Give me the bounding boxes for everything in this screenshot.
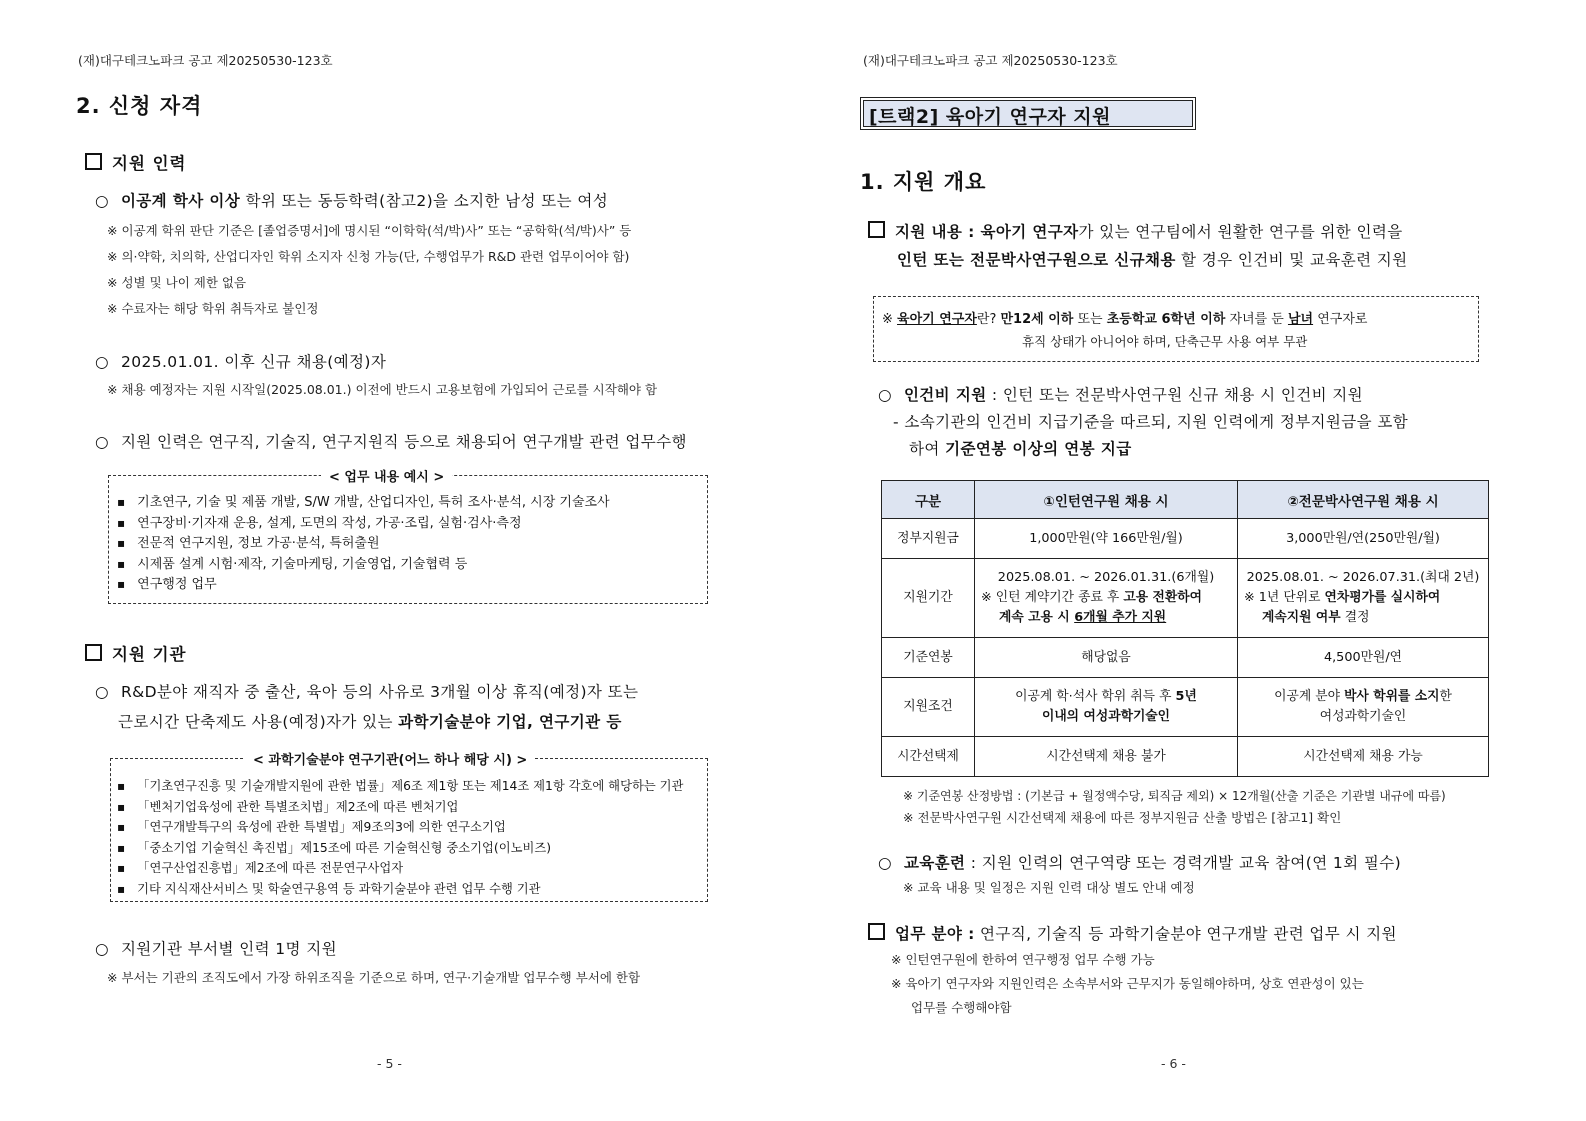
checkbox-square-icon [868,923,885,940]
personnel-item-degree: ○ 이공계 학사 이상 학위 또는 동등학력(참고2)을 소지한 남성 또는 여성 [95,192,609,210]
box-title: < 과학기술분야 연구기관(어느 하나 해당 시) > [245,749,535,768]
table-header-cell: ①인턴연구원 채용 시 [975,481,1238,519]
circle-bullet-icon: ○ [95,433,109,451]
list-item: ▪ 시제품 설계 시험·제작, 기술마케팅, 기술영업, 기술협력 등 [117,554,610,575]
row-label: 지원기간 [882,559,975,638]
box-title: < 업무 내용 예시 > [321,466,452,485]
labor-sub-line2: 하여 기준연봉 이상의 연봉 지급 [909,440,1132,458]
list-item: ▪ 기타 지식재산서비스 및 학술연구용역 등 과학기술분야 관련 업무 수행 기관 [117,879,683,900]
personnel-item-hire-date: ○ 2025.01.01. 이후 신규 채용(예정)자 [95,353,387,371]
list-item: ▪ 전문적 연구지원, 정보 가공·분석, 특허출원 [117,533,610,554]
support-content-line2: 인턴 또는 전문박사연구원으로 신규채용 할 경우 인건비 및 교육훈련 지원 [897,251,1408,269]
table-cell: 2025.08.01. ~ 2026.01.31.(6개월) ※ 인턴 계약기간 종료 후 고용 전환하여 계속 고용 시 6개월 추가 지원 [975,559,1238,638]
list-item: ▪ 「연구개발특구의 육성에 관한 특별법」제9조의3에 의한 연구소기업 [117,817,683,838]
note-line: ※ 성별 및 나이 제한 없음 [107,275,247,290]
page-header: (재)대구테크노파크 공고 제20250530-123호 [78,53,333,68]
work-field-item: 업무 분야 : 연구직, 기술직 등 과학기술분야 연구개발 관련 업무 시 지원 [868,922,1397,944]
circle-bullet-icon: ○ [95,940,109,958]
table-cell: 3,000만원/연(250만원/월) [1238,519,1489,559]
page-number: - 5 - [377,1056,402,1071]
circle-bullet-icon: ○ [95,353,109,371]
page-6 [793,0,1586,1121]
table-cell: 이공계 학·석사 학위 취득 후 5년 이내의 여성과학기술인 [975,678,1238,737]
circle-bullet-icon: ○ [95,683,109,701]
institution-item-per-department: ○ 지원기관 부서별 인력 1명 지원 [95,940,337,958]
table-note: ※ 전문박사연구원 시간선택제 채용에 따른 정부지원금 산출 방법은 [참고1] 확인 [903,810,1342,825]
row-label: 시간선택제 [882,737,975,777]
note-line: ※ 채용 예정자는 지원 시작일(2025.08.01.) 이전에 반드시 고용보험에 가입되어 근로를 시작해야 함 [107,382,658,397]
table-cell: 해당없음 [975,638,1238,678]
checkbox-square-icon [85,644,102,661]
note-line: ※ 부서는 기관의 조직도에서 가장 하위조직을 기준으로 하며, 연구·기술개발 업무수행 부서에 한함 [107,970,641,985]
circle-bullet-icon: ○ [878,854,892,872]
note-line: ※ 교육 내용 및 일정은 지원 인력 대상 별도 안내 예정 [903,880,1195,895]
institution-item-line2: 근로시간 단축제도 사용(예정)자가 있는 과학기술분야 기업, 연구기관 등 [118,713,622,731]
definition-line1: ※ 육아기 연구자란? 만12세 이하 또는 초등학교 6학년 이하 자녀를 둔 남녀 연구자로 [882,312,1368,327]
research-institution-list [117,776,683,899]
definition-line2: 휴직 상태가 아니어야 하며, 단축근무 사용 여부 무관 [1022,334,1308,349]
note-line: ※ 육아기 연구자와 지원인력은 소속부서와 근무지가 동일해야하며, 상호 연관성이 있는 [891,976,1364,991]
track-title-box [860,97,1196,130]
row-label: 기준연봉 [882,638,975,678]
section-title: 1. 지원 개요 [860,170,987,194]
table-row [882,737,1489,777]
note-line: 업무를 수행해야함 [911,1000,1012,1015]
labor-sub-line1: - 소속기관의 인건비 지급기준을 따르되, 지원 인력에게 정부지원금을 포함 [893,413,1409,431]
personnel-item-job-type: ○ 지원 인력은 연구직, 기술직, 연구지원직 등으로 채용되어 연구개발 관련 업무수행 [95,433,687,451]
note-line: ※ 이공계 학위 판단 기준은 [졸업증명서]에 명시된 “이학학(석/박)사” 또는 “공학학(석/박)사” 등 [107,223,632,238]
research-institution-box [110,753,708,902]
support-content-line1: 지원 내용 : 육아기 연구자가 있는 연구팀에서 원활한 연구를 위한 인력을 [868,220,1403,242]
subsection-support-institution: 지원 기관 [85,641,187,665]
row-label: 정부지원금 [882,519,975,559]
checkbox-square-icon [85,153,102,170]
work-example-list [117,492,610,595]
note-line: ※ 수료자는 해당 학위 취득자로 불인정 [107,301,319,316]
table-header-cell: ②전문박사연구원 채용 시 [1238,481,1489,519]
row-label: 지원조건 [882,678,975,737]
circle-bullet-icon: ○ [878,386,892,404]
table-header-cell: 구분 [882,481,975,519]
table-note: ※ 기준연봉 산정방법 : (기본급 + 월정액수당, 퇴직금 제외) × 12개월(산출 기준은 기관별 내규에 따름) [903,789,1446,803]
table-row [882,519,1489,559]
training-item: ○ 교육훈련 : 지원 인력의 연구역량 또는 경력개발 교육 참여(연 1회 필수) [878,854,1402,872]
page-header: (재)대구테크노파크 공고 제20250530-123호 [863,53,1118,68]
table-cell: 이공계 분야 박사 학위를 소지한 여성과학기술인 [1238,678,1489,737]
track-title: [트랙2] 육아기 연구자 지원 [869,106,1111,128]
table-cell: 시간선택제 채용 가능 [1238,737,1489,777]
definition-box [873,296,1479,362]
work-example-box [108,470,708,604]
support-table [881,480,1489,777]
list-item: ▪ 「연구산업진흥법」제2조에 따른 전문연구사업자 [117,858,683,879]
table-cell: 4,500만원/연 [1238,638,1489,678]
list-item: ▪ 「중소기업 기술혁신 촉진법」제15조에 따른 기술혁신형 중소기업(이노비즈) [117,838,683,859]
section-title: 2. 신청 자격 [76,94,203,118]
page-number: - 6 - [1161,1056,1186,1071]
list-item: ▪ 연구행정 업무 [117,574,610,595]
subsection-support-personnel: 지원 인력 [85,150,187,174]
list-item: ▪ 기초연구, 기술 및 제품 개발, S/W 개발, 산업디자인, 특허 조사·분석, 시장 기술조사 [117,492,610,513]
institution-item-line1: ○ R&D분야 재직자 중 출산, 육아 등의 사유로 3개월 이상 휴직(예정)자 또는 [95,683,639,701]
table-row [882,559,1489,638]
circle-bullet-icon: ○ [95,192,109,210]
checkbox-square-icon [868,221,885,238]
note-line: ※ 의·약학, 치의학, 산업디자인 학위 소지자 신청 가능(단, 수행업무가 R&D 관련 업무이어야 함) [107,249,630,264]
table-header-row [882,481,1489,519]
table-cell: 2025.08.01. ~ 2026.07.31.(최대 2년) ※ 1년 단위로 연차평가를 실시하여 계속지원 여부 결정 [1238,559,1489,638]
table-cell: 1,000만원(약 166만원/월) [975,519,1238,559]
labor-cost-item: ○ 인건비 지원 : 인턴 또는 전문박사연구원 신규 채용 시 인건비 지원 [878,386,1364,404]
note-line: ※ 인턴연구원에 한하여 연구행정 업무 수행 가능 [891,952,1155,967]
table-cell: 시간선택제 채용 불가 [975,737,1238,777]
list-item: ▪ 연구장비·기자재 운용, 설계, 도면의 작성, 가공·조립, 실험·검사·측정 [117,513,610,534]
list-item: ▪ 「벤처기업육성에 관한 특별조치법」제2조에 따른 벤처기업 [117,797,683,818]
table-row [882,678,1489,737]
table-row [882,638,1489,678]
list-item: ▪ 「기초연구진흥 및 기술개발지원에 관한 법률」제6조 제1항 또는 제14조 제1항 각호에 해당하는 기관 [117,776,683,797]
